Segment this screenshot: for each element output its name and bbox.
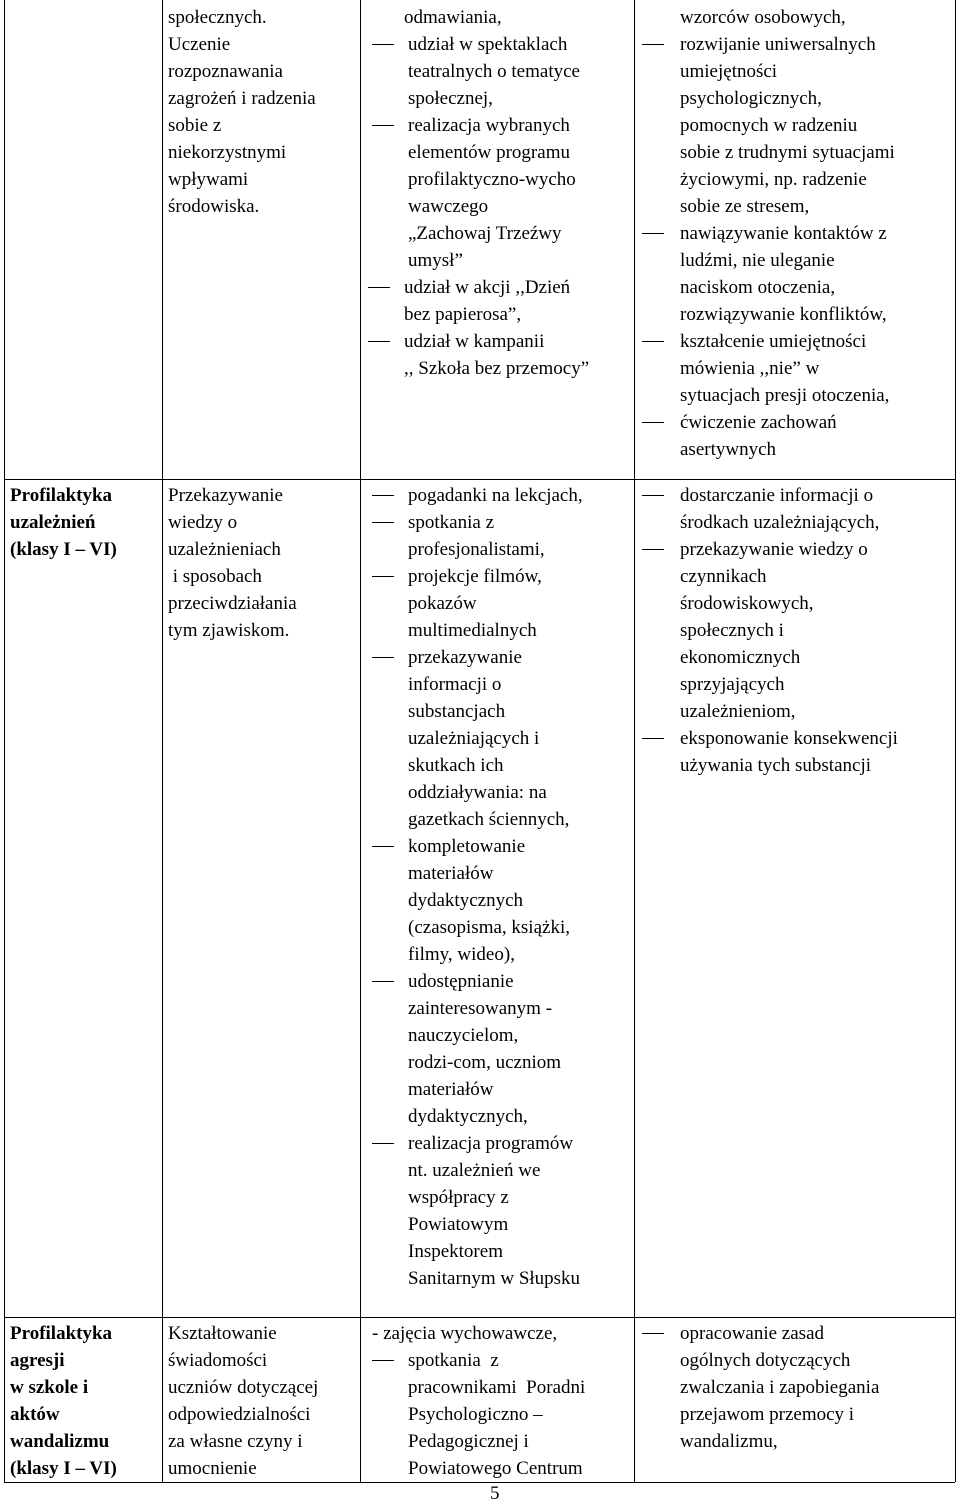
table-border-col2 xyxy=(360,0,361,1482)
forms-line: „Zachowaj Trzeźwy xyxy=(408,223,562,244)
effects-line: uzależnieniom, xyxy=(680,701,796,722)
forms-line: Pedagogicznej i xyxy=(408,1431,529,1452)
title-line: Profilaktyka xyxy=(10,1323,113,1344)
forms-line: profilaktyczno-wycho xyxy=(408,169,576,190)
effects-item xyxy=(642,1320,879,1455)
effects-item xyxy=(642,31,895,220)
table-border-col1 xyxy=(162,0,163,1482)
forms-line: elementów programu xyxy=(408,142,570,163)
title-line: (klasy I – VI) xyxy=(10,1458,117,1479)
goal-line: wpływami xyxy=(168,169,249,190)
dash-bullet xyxy=(642,738,664,739)
effects-line: naciskom otoczenia, xyxy=(680,277,836,298)
effects-line: sytuacjach presji otoczenia, xyxy=(680,385,890,406)
dash-bullet xyxy=(372,522,394,523)
effects-line: ćwiczenie zachowań xyxy=(680,412,837,433)
row-divider-2 xyxy=(4,1317,955,1318)
forms-line: dydaktycznych xyxy=(408,890,524,911)
dash-bullet xyxy=(372,576,394,577)
effects-line: nawiązywanie kontaktów z xyxy=(680,223,887,244)
dash-bullet xyxy=(368,341,390,342)
effects-line: przejawom przemocy i xyxy=(680,1404,855,1425)
forms-item xyxy=(368,112,589,274)
effects-item xyxy=(642,328,895,409)
goal-line: uzależnieniach xyxy=(168,539,281,560)
forms-line: projekcje filmów, xyxy=(408,566,542,587)
effects-line: życiowymi, np. radzenie xyxy=(680,169,867,190)
dash-bullet xyxy=(642,549,664,550)
goal-line: wiedzy o xyxy=(168,512,238,533)
forms-line: udostępnianie xyxy=(408,971,514,992)
row-3-effects xyxy=(642,1320,879,1455)
title-line: Profilaktyka xyxy=(10,485,113,506)
row-2-goal xyxy=(168,482,297,644)
forms-line: pokazów xyxy=(408,593,477,614)
forms-line: - zajęcia wychowawcze, xyxy=(372,1323,558,1344)
effects-line: przekazywanie wiedzy o xyxy=(680,539,868,560)
effects-line: opracowanie zasad xyxy=(680,1323,825,1344)
effects-line: mówienia ,,nie” w xyxy=(680,358,820,379)
goal-line: i sposobach xyxy=(168,566,262,587)
forms-item xyxy=(368,274,589,328)
effects-item xyxy=(642,725,898,779)
effects-item xyxy=(642,4,895,31)
forms-item xyxy=(368,563,583,644)
forms-line: udział w kampanii xyxy=(404,331,545,352)
effects-line: pomocnych w radzeniu xyxy=(680,115,858,136)
forms-line: umysł” xyxy=(408,250,463,271)
forms-line: gazetkach ściennych, xyxy=(408,809,570,830)
forms-line: społecznej, xyxy=(408,88,493,109)
dash-bullet xyxy=(372,1143,394,1144)
goal-line: za własne czyny i xyxy=(168,1431,303,1452)
table-border-left xyxy=(4,0,5,1482)
effects-item xyxy=(642,220,895,328)
effects-line: używania tych substancji xyxy=(680,755,872,776)
goal-line: Kształtowanie xyxy=(168,1323,277,1344)
forms-line: Sanitarnym w Słupsku xyxy=(408,1268,581,1289)
effects-line: sobie ze stresem, xyxy=(680,196,810,217)
row-3-forms xyxy=(368,1320,585,1482)
title-line: uzależnień xyxy=(10,512,96,533)
effects-line: asertywnych xyxy=(680,439,777,460)
forms-item xyxy=(368,833,583,968)
title-line: (klasy I – VI) xyxy=(10,539,117,560)
effects-line: ludźmi, nie uleganie xyxy=(680,250,835,271)
page-number: 5 xyxy=(490,1483,500,1504)
effects-line: ogólnych dotyczących xyxy=(680,1350,851,1371)
forms-line: rodzi-com, uczniom xyxy=(408,1052,562,1073)
dash-bullet xyxy=(372,846,394,847)
goal-line: niekorzystnymi xyxy=(168,142,287,163)
forms-line: multimedialnych xyxy=(408,620,537,641)
effects-line: czynnikach xyxy=(680,566,767,587)
goal-line: środowiska. xyxy=(168,196,260,217)
forms-line: skutkach ich xyxy=(408,755,504,776)
row-1-goal xyxy=(168,4,316,220)
dash-bullet xyxy=(642,422,664,423)
dash-bullet xyxy=(642,1333,664,1334)
forms-line: spotkania z xyxy=(408,512,495,533)
forms-line: uzależniających i xyxy=(408,728,540,749)
forms-item xyxy=(372,1320,585,1347)
forms-line: materiałów xyxy=(408,1079,494,1100)
forms-line: nauczycielom, xyxy=(408,1025,519,1046)
effects-line: społecznych i xyxy=(680,620,784,641)
dash-bullet xyxy=(368,287,390,288)
forms-line: Inspektorem xyxy=(408,1241,503,1262)
forms-line: odmawiania, xyxy=(404,7,502,28)
effects-line: psychologicznych, xyxy=(680,88,822,109)
forms-line: przekazywanie xyxy=(408,647,522,668)
dash-bullet xyxy=(642,233,664,234)
effects-item xyxy=(642,536,898,725)
forms-line: realizacja wybranych xyxy=(408,115,570,136)
effects-line: kształcenie umiejętności xyxy=(680,331,867,352)
forms-line: ,, Szkoła bez przemocy” xyxy=(404,358,590,379)
goal-line: przeciwdziałania xyxy=(168,593,297,614)
row-3-title xyxy=(10,1320,117,1482)
row-2-title xyxy=(10,482,117,563)
dash-bullet xyxy=(642,341,664,342)
row-divider-1 xyxy=(4,479,955,480)
dash-bullet xyxy=(642,495,664,496)
goal-line: umocnienie xyxy=(168,1458,257,1479)
goal-line: świadomości xyxy=(168,1350,268,1371)
goal-line: odpowiedzialności xyxy=(168,1404,311,1425)
forms-item xyxy=(332,4,589,31)
effects-line: rozwiązywanie konfliktów, xyxy=(680,304,887,325)
title-line: w szkole i xyxy=(10,1377,89,1398)
forms-line: wawczego xyxy=(408,196,489,217)
forms-item xyxy=(368,1130,583,1292)
forms-item xyxy=(368,1347,585,1482)
effects-line: umiejętności xyxy=(680,61,778,82)
forms-item xyxy=(368,968,583,1130)
forms-item xyxy=(368,644,583,833)
forms-line: informacji o xyxy=(408,674,502,695)
title-line: aktów xyxy=(10,1404,60,1425)
forms-line: pogadanki na lekcjach, xyxy=(408,485,583,506)
forms-item xyxy=(368,509,583,563)
forms-line: udział w spektaklach xyxy=(408,34,568,55)
forms-line: pracownikami Poradni xyxy=(408,1377,586,1398)
forms-line: profesjonalistami, xyxy=(408,539,545,560)
forms-line: spotkania z xyxy=(408,1350,499,1371)
table-border-bottom xyxy=(4,1482,955,1483)
title-line: wandalizmu xyxy=(10,1431,110,1452)
goal-line: Przekazywanie xyxy=(168,485,283,506)
dash-bullet xyxy=(642,44,664,45)
forms-item xyxy=(368,31,589,112)
forms-line: (czasopisma, książki, xyxy=(408,917,570,938)
forms-line: udział w akcji ,,Dzień xyxy=(404,277,571,298)
forms-item xyxy=(368,328,589,382)
forms-line: Powiatowym xyxy=(408,1214,509,1235)
forms-line: realizacja programów xyxy=(408,1133,574,1154)
forms-line: nt. uzależnień we xyxy=(408,1160,541,1181)
forms-line: współpracy z xyxy=(408,1187,509,1208)
forms-line: Psychologiczno – xyxy=(408,1404,543,1425)
effects-line: zwalczania i zapobiegania xyxy=(680,1377,880,1398)
table-border-right xyxy=(955,0,956,1482)
effects-line: wandalizmu, xyxy=(680,1431,778,1452)
goal-line: społecznych. xyxy=(168,7,267,28)
row-3-goal xyxy=(168,1320,318,1482)
forms-line: teatralnych o tematyce xyxy=(408,61,580,82)
table-border-col3 xyxy=(634,0,635,1482)
dash-bullet xyxy=(372,44,394,45)
effects-line: rozwijanie uniwersalnych xyxy=(680,34,876,55)
forms-line: oddziaływania: na xyxy=(408,782,547,803)
effects-item xyxy=(642,482,898,536)
effects-line: eksponowanie konsekwencji xyxy=(680,728,898,749)
effects-line: dostarczanie informacji o xyxy=(680,485,874,506)
goal-line: sobie z xyxy=(168,115,222,136)
row-2-forms xyxy=(368,482,583,1292)
row-1-effects xyxy=(642,4,895,463)
forms-item xyxy=(368,482,583,509)
effects-item xyxy=(642,409,895,463)
forms-line: dydaktycznych, xyxy=(408,1106,528,1127)
effects-line: ekonomicznych xyxy=(680,647,801,668)
dash-bullet xyxy=(372,657,394,658)
dash-bullet xyxy=(372,495,394,496)
goal-line: zagrożeń i radzenia xyxy=(168,88,316,109)
forms-line: bez papierosa”, xyxy=(404,304,522,325)
effects-line: środowiskowych, xyxy=(680,593,814,614)
forms-line: filmy, wideo), xyxy=(408,944,515,965)
row-1-forms xyxy=(368,4,589,382)
forms-line: kompletowanie xyxy=(408,836,526,857)
forms-line: substancjach xyxy=(408,701,506,722)
goal-line: uczniów dotyczącej xyxy=(168,1377,319,1398)
goal-line: tym zjawiskom. xyxy=(168,620,290,641)
dash-bullet xyxy=(372,125,394,126)
row-2-effects xyxy=(642,482,898,779)
dash-bullet xyxy=(372,981,394,982)
forms-line: Powiatowego Centrum xyxy=(408,1458,583,1479)
effects-line: sprzyjających xyxy=(680,674,785,695)
forms-line: materiałów xyxy=(408,863,494,884)
title-line: agresji xyxy=(10,1350,65,1371)
effects-line: środkach uzależniających, xyxy=(680,512,880,533)
goal-line: rozpoznawania xyxy=(168,61,283,82)
effects-line: sobie z trudnymi sytuacjami xyxy=(680,142,895,163)
dash-bullet xyxy=(372,1360,394,1361)
forms-line: zainteresowanym - xyxy=(408,998,553,1019)
goal-line: Uczenie xyxy=(168,34,231,55)
effects-line: wzorców osobowych, xyxy=(680,7,846,28)
